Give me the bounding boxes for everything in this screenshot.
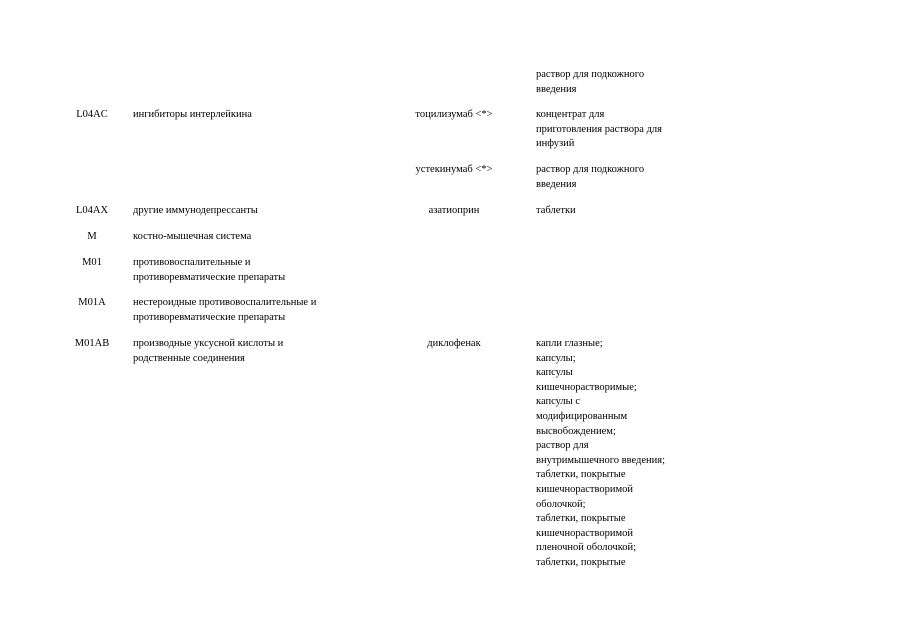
dosage-form-line: введения: [536, 178, 577, 190]
dosage-form-line: высвобождением;: [536, 425, 616, 437]
dosage-form-cell: [536, 204, 716, 219]
dosage-form-line: таблетки: [536, 205, 576, 216]
dosage-form-line: капсулы: [536, 367, 573, 379]
group-line: производные уксусной кислоты и: [133, 338, 284, 349]
dosage-form-line: введения: [536, 83, 577, 95]
anatomical-group-cell: [133, 296, 373, 325]
group-line: родственные соединения: [133, 352, 245, 364]
anatomical-group-cell: [133, 204, 373, 219]
anatomical-group-cell: [133, 230, 373, 245]
group-line: противоревматические препараты: [133, 311, 286, 323]
dosage-form-line: таблетки, покрытые: [536, 469, 626, 481]
dosage-form-line: приготовления раствора для: [536, 123, 662, 135]
group-line: нестероидные противовоспалительные и: [133, 297, 317, 308]
drug-name-cell: тоцилизумаб <*>: [415, 109, 493, 120]
atc-code-cell: L04AX: [75, 205, 109, 216]
dosage-form-line: кишечнорастворимой: [536, 483, 634, 495]
group-line: другие иммунодепрессанты: [133, 205, 258, 216]
dosage-form-line: концентрат для: [536, 109, 605, 120]
dosage-form-line: капсулы;: [536, 352, 576, 364]
atc-code-cell: L04AC: [76, 109, 108, 120]
dosage-form-line: внутримышечного введения;: [536, 454, 666, 466]
dosage-form-line: раствор для: [536, 440, 589, 452]
drug-name-cell: азатиоприн: [428, 205, 480, 216]
atc-code-cell: M01AB: [74, 338, 110, 349]
anatomical-group-cell: [133, 108, 373, 123]
atc-code-cell: M: [87, 231, 97, 242]
atc-code-cell: M01A: [78, 297, 106, 308]
group-line: противовоспалительные и: [133, 257, 251, 268]
anatomical-group-cell: [133, 256, 373, 285]
dosage-form-line: таблетки, покрытые: [536, 513, 626, 525]
atc-code-cell: M01: [82, 257, 102, 268]
group-line: противоревматические препараты: [133, 271, 286, 283]
drug-name-cell: устекинумаб <*>: [415, 164, 493, 175]
dosage-form-line: оболочкой;: [536, 498, 586, 510]
dosage-form-cell: [536, 68, 716, 97]
dosage-form-cell: [536, 108, 716, 152]
dosage-form-line: таблетки, покрытые: [536, 556, 626, 568]
dosage-form-cell: [536, 337, 716, 571]
group-line: ингибиторы интерлейкина: [133, 109, 252, 120]
dosage-form-line: кишечнорастворимые;: [536, 381, 637, 393]
dosage-form-cell: [536, 163, 716, 192]
dosage-form-line: модифицированным: [536, 410, 628, 422]
anatomical-group-cell: [133, 337, 373, 366]
dosage-form-line: капли глазные;: [536, 338, 603, 349]
dosage-form-line: капсулы с: [536, 396, 580, 408]
drug-name-cell: диклофенак: [427, 338, 481, 349]
dosage-form-line: кишечнорастворимой: [536, 527, 634, 539]
group-line: костно-мышечная система: [133, 231, 252, 242]
dosage-form-line: раствор для подкожного: [536, 164, 645, 175]
dosage-form-line: инфузий: [536, 138, 575, 150]
dosage-form-line: пленочной оболочкой;: [536, 542, 637, 554]
dosage-form-line: раствор для подкожного: [536, 69, 645, 80]
